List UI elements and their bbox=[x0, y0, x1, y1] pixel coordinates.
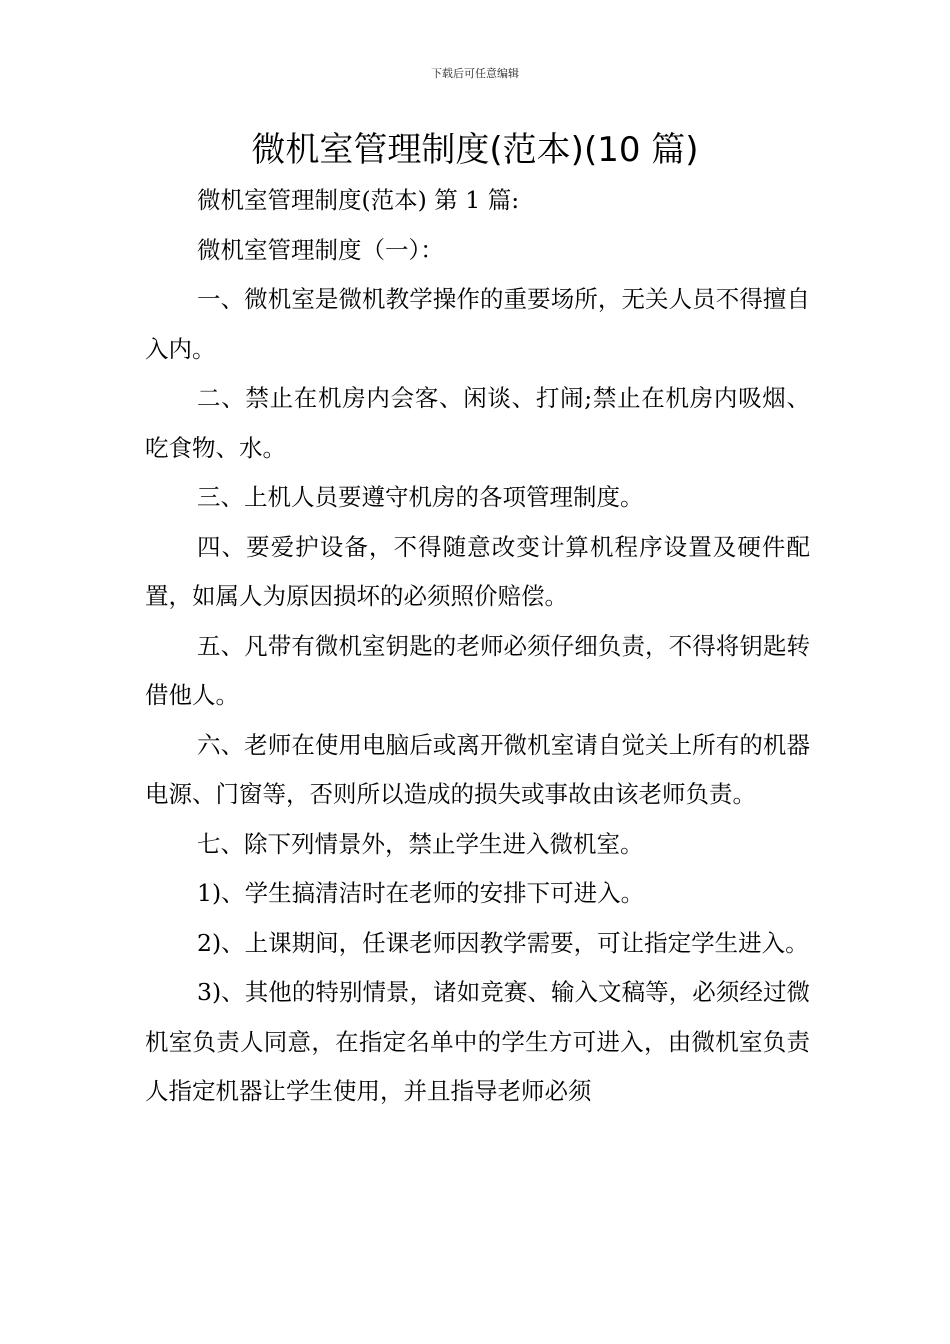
sub-rule-paragraph: 3)、其他的特别情景，诸如竞赛、输入文稿等，必须经过微机室负责人同意，在指定名单中的学生方可进入，由微机室负责人指定机器让学生使用，并且指导老师必须 bbox=[145, 978, 810, 1105]
rule-paragraph: 五、凡带有微机室钥匙的老师必须仔细负责，不得将钥匙转借他人。 bbox=[145, 631, 810, 709]
rule-paragraph: 四、要爱护设备，不得随意改变计算机程序设置及硬件配置，如属人为原因损坏的必须照价赔偿。 bbox=[145, 532, 810, 610]
rule-paragraph: 一、微机室是微机教学操作的重要场所，无关人员不得擅自入内。 bbox=[145, 285, 810, 363]
document-body bbox=[145, 176, 810, 1117]
rule-paragraph: 三、上机人员要遵守机房的各项管理制度。 bbox=[197, 483, 644, 511]
sub-rule-paragraph: 2)、上课期间，任课老师因教学需要，可让指定学生进入。 bbox=[197, 928, 809, 957]
rule-paragraph: 二、禁止在机房内会客、闲谈、打闹;禁止在机房内吸烟、吃食物、水。 bbox=[145, 384, 810, 462]
document-title: 微机室管理制度(范本)(10 篇) bbox=[251, 130, 699, 170]
subsection-heading: 微机室管理制度（一）： bbox=[197, 235, 444, 264]
rule-paragraph: 六、老师在使用电脑后或离开微机室请自觉关上所有的机器电源、门窗等，否则所以造成的损失或事故由该老师负责。 bbox=[145, 730, 810, 808]
sub-rule-paragraph: 1)、学生搞清洁时在老师的安排下可进入。 bbox=[197, 879, 645, 907]
header-note: 下载后可任意编辑 bbox=[431, 67, 519, 80]
section-heading: 微机室管理制度(范本) 第 1 篇: bbox=[197, 186, 520, 214]
rule-paragraph: 七、除下列情景外，禁止学生进入微机室。 bbox=[197, 829, 644, 858]
